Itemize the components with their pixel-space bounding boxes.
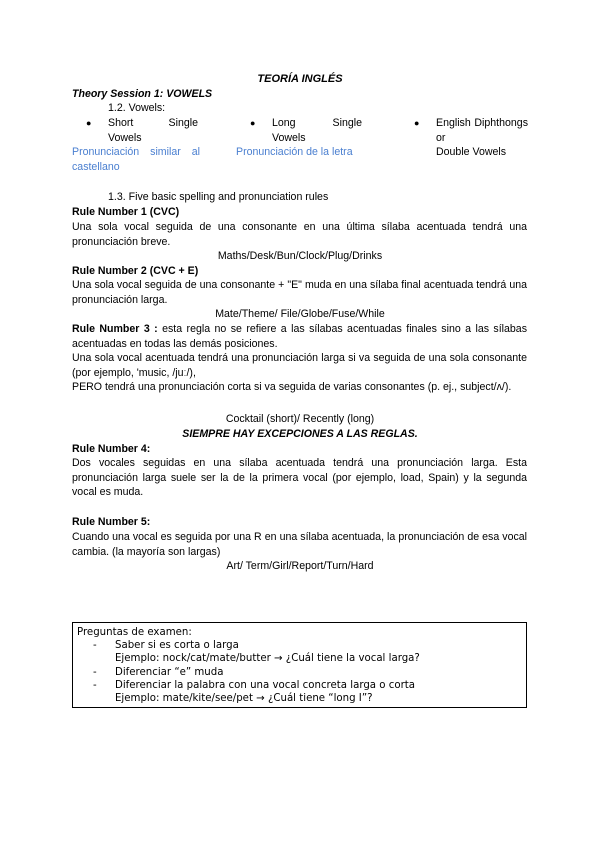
- rule3-text3: PERO tendrá una pronunciación corta si va seguida de varias consonantes (p. ej., subject/ʌ/).: [72, 381, 512, 393]
- vowel-col-note1: Pronunciación similar al: [72, 146, 200, 158]
- rule3-examples: Cocktail (short)/ Recently (long): [225, 413, 375, 425]
- vowels-heading: 1.2. Vowels:: [108, 102, 166, 114]
- vowel-col-line2: Vowels: [108, 131, 142, 144]
- exam-heading: Preguntas de examen:: [77, 627, 192, 638]
- rule3-title: Rule Number 3 :: [72, 323, 158, 335]
- rule1-examples: Maths/Desk/Bun/Clock/Plug/Drinks: [217, 250, 383, 262]
- rule5-text: Cuando una vocal es seguida por una R en una sílaba acentuada, la pronunciación de esa vocal cambia. (la mayoría son largas): [72, 531, 527, 558]
- exam-item: - Saber si es corta o larga: [93, 640, 239, 652]
- rule2-examples: Mate/Theme/ File/Globe/Fuse/While: [215, 308, 385, 320]
- rules-heading: 1.3. Five basic spelling and pronunciation rules: [108, 191, 329, 203]
- exam-item: - Diferenciar “e” muda: [93, 666, 224, 678]
- rule3-text: esta regla no se refiere a las sílabas acentuadas finales sino a las sílabas acentuadas en todas las demás posiciones.: [72, 323, 527, 350]
- rule4-text: Dos vocales seguidas en una sílaba acentuada tendrá una pronunciación larga. Esta pronunciación larga suele ser la de la primera vocal (por ejemplo, load, Spain) y la segunda vocal es muda.: [72, 457, 527, 498]
- exam-item-example: Ejemplo: mate/kite/see/pet → ¿Cuál tiene “long I”?: [115, 693, 373, 705]
- vowel-col-line1: Short Single: [108, 117, 198, 129]
- vowel-column-diphthongs: [400, 116, 528, 160]
- bullet-icon: ●: [250, 118, 256, 128]
- rule5-title: Rule Number 5:: [72, 516, 151, 528]
- vowel-col-note1: Pronunciación de la letra: [236, 146, 353, 158]
- exam-questions-box: [72, 622, 527, 708]
- session-heading: Theory Session 1: VOWELS: [72, 88, 213, 100]
- vowel-col-line1: Long Single: [272, 117, 362, 129]
- rule3-exceptions: SIEMPRE HAY EXCEPCIONES A LAS REGLAS.: [182, 428, 418, 440]
- vowel-column-short: [72, 116, 212, 174]
- bullet-icon: ●: [86, 118, 92, 128]
- rule2-title: Rule Number 2 (CVC + E): [72, 265, 199, 277]
- rule1-title: Rule Number 1 (CVC): [72, 206, 180, 218]
- page-title: TEORÍA INGLÉS: [257, 73, 343, 85]
- rule4-title: Rule Number 4:: [72, 443, 151, 455]
- rule5-examples: Art/ Term/Girl/Report/Turn/Hard: [226, 560, 374, 572]
- vowel-col-line2: Double Vowels: [436, 146, 507, 158]
- vowel-col-line1: English Diphthongs or: [436, 117, 528, 144]
- exam-item-example: Ejemplo: nock/cat/mate/butter → ¿Cuál tiene la vocal larga?: [115, 653, 420, 665]
- bullet-icon: ●: [414, 118, 420, 128]
- rule1-text: Una sola vocal seguida de una consonante en una última sílaba acentuada tendrá una pronunciación breve.: [72, 221, 527, 248]
- rule3-paragraph: [72, 322, 527, 351]
- vowel-col-note2: castellano: [72, 160, 120, 173]
- rule3-text2: Una sola vocal acentuada tendrá una pronunciación larga si va seguida de una sola consonante (por ejemplo, 'music, /juː/),: [72, 352, 527, 379]
- rule2-text: Una sola vocal seguida de una consonante + "E" muda en una sílaba final acentuada tendrá una pronunciación larga.: [72, 279, 527, 306]
- vowel-column-long: [236, 116, 386, 160]
- exam-item: - Diferenciar la palabra con una vocal concreta larga o corta: [93, 679, 416, 691]
- vowel-col-line2: Vowels: [272, 131, 306, 144]
